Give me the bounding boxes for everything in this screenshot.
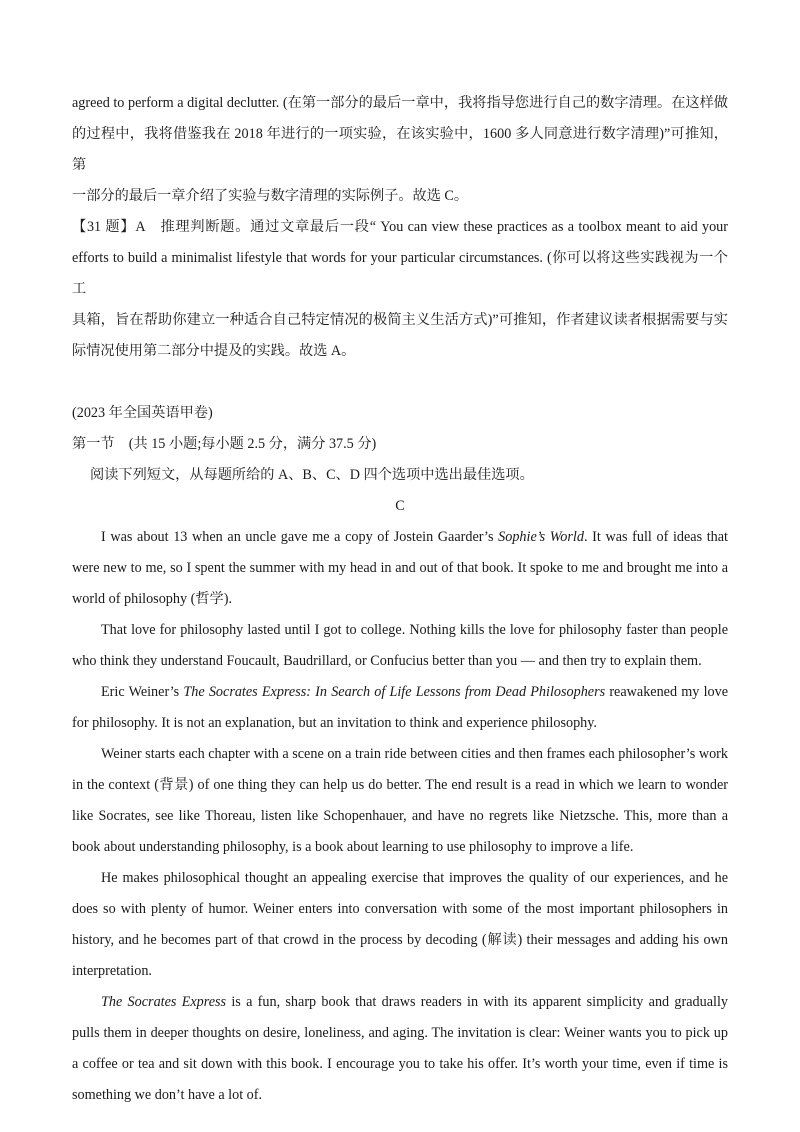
document-page — [72, 88, 728, 1111]
answer-text-line: 【31 题】A 推理判断题。通过文章最后一段“ You can view these practices as a toolbox meant to aid your — [72, 219, 728, 235]
answer-text-line: 的过程中，我将借鉴我在 2018 年进行的一项实验，在该实验中，1600 多人同意进行数字清理)”可推知，第 — [72, 126, 728, 173]
passage-paragraph-5: He makes philosophical thought an appealing exercise that improves the quality of our experiences, and he does so with plenty of humor. Weiner enters into conversation with some of the most important philosophers in history, and he becomes part of that crowd in the process by decoding (解读) their messages and adding his own interpretation. — [72, 870, 728, 979]
passage-paragraph-2: That love for philosophy lasted until I got to college. Nothing kills the love for philosophy faster than people who think they understand Foucault, Baudrillard, or Confucius better than you — and then try to explain them. — [72, 622, 728, 669]
answer-text-line: 际情况使用第二部分中提及的实践。故选 A。 — [72, 343, 356, 359]
book-title: Sophie’s World — [498, 529, 584, 545]
passage-paragraph-3 — [72, 677, 728, 739]
text-span: I was about 13 when an uncle gave me a copy of Jostein Gaarder’s — [101, 529, 499, 545]
exam-source: (2023 年全国英语甲卷) — [72, 405, 213, 421]
previous-answer-block — [72, 88, 728, 212]
text-span: . It was full of ideas that were new to me, so I spent the summer with my head in and out of that book. It spoke to me and brought me into a world of philosophy (哲学). — [72, 529, 728, 607]
answer-text-line: agreed to perform a digital declutter. (在第一部分的最后一章中，我将指导您进行自己的数字清理。在这样做 — [72, 95, 728, 111]
question-31-answer — [72, 212, 728, 367]
text-span: reawakened my love for philosophy. It is not an explanation, but an invitation to think and experience philosophy. — [72, 684, 729, 731]
text-span: is a fun, sharp book that draws readers in with its apparent simplicity and gradually pulls them in deeper thoughts on desire, loneliness, and aging. The invitation is clear: Weiner wants you to pick up a coffee or tea and sit down with this book. I encourage you to take his offer. It’s worth your time, even if time is something we don’t have a lot of. — [72, 994, 728, 1103]
blank-line — [72, 367, 728, 398]
text-span: Eric Weiner’s — [101, 684, 184, 700]
passage-paragraph-4: Weiner starts each chapter with a scene on a train ride between cities and then frames each philosopher’s work in the context (背景) of one thing they can help us do better. The end result is a read in which we learn to wonder like Socrates, see like Thoreau, listen like Schopenhauer, and have no regrets like Nietzsche. This, more than a book about understanding philosophy, is a book about learning to use philosophy to improve a life. — [72, 746, 728, 855]
instructions: 阅读下列短文，从每题所给的 A、B、C、D 四个选项中选出最佳选项。 — [90, 467, 534, 483]
passage-letter: C — [395, 498, 405, 514]
answer-text-line: 具箱，旨在帮助你建立一种适合自己特定情况的极简主义生活方式)”可推知，作者建议读者根据需要与实 — [72, 312, 728, 328]
book-title: The Socrates Express — [101, 994, 227, 1010]
passage-paragraph-1 — [72, 522, 728, 615]
book-title: The Socrates Express: In Search of Life Lessons from Dead Philosophers — [183, 684, 606, 700]
answer-text-line: efforts to build a minimalist lifestyle that words for your particular circumstances. (你可以将这些实践视为一个工 — [72, 250, 728, 297]
answer-text-line: 一部分的最后一章介绍了实验与数字清理的实际例子。故选 C。 — [72, 188, 469, 204]
section-heading: 第一节 (共 15 小题;每小题 2.5 分，满分 37.5 分) — [72, 436, 377, 452]
passage-paragraph-6 — [72, 987, 728, 1111]
